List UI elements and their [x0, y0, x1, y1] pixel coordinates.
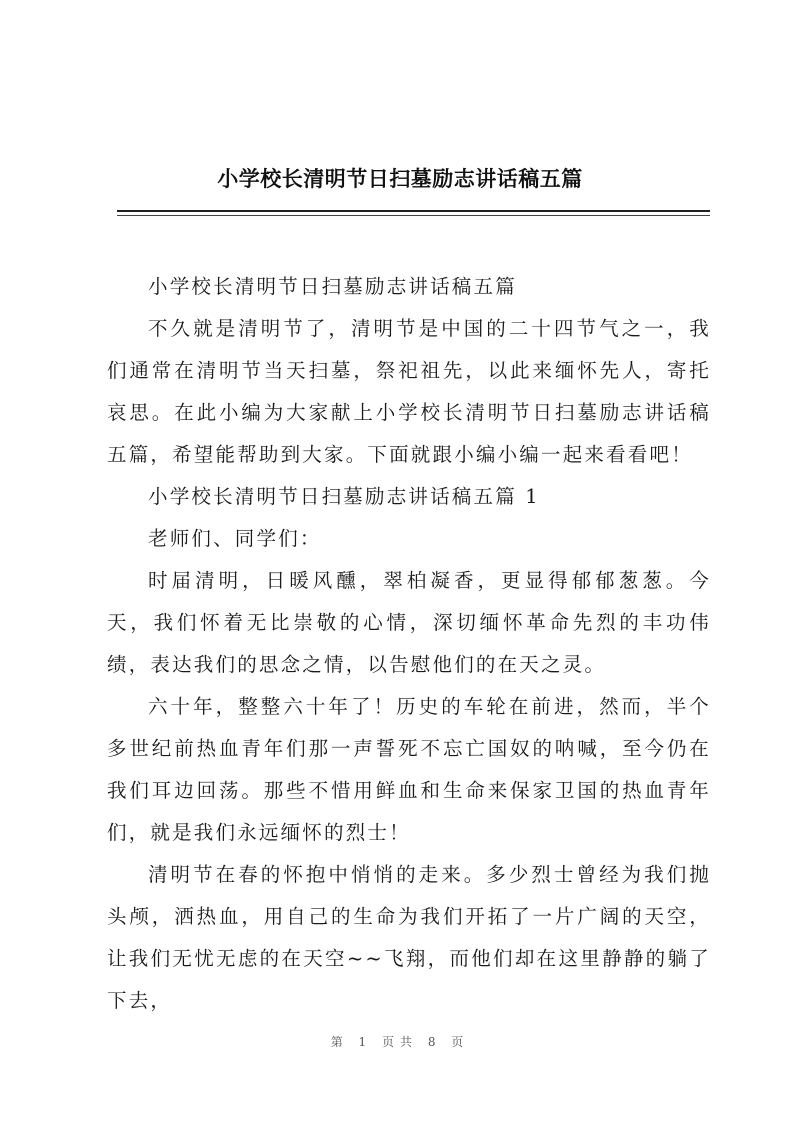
paragraph-body: 时届清明，日暖风醺，翠柏凝香，更显得郁郁葱葱。今天，我们怀着无比崇敬的心情，深切缅怀革命先烈的丰功伟绩，表达我们的思念之情，以告慰他们的在天之灵。 [107, 569, 711, 676]
paragraph-intro: 不久就是清明节了，清明节是中国的二十四节气之一，我们通常在清明节当天扫墓，祭祀祖先，以此来缅怀先人，寄托哀思。在此小编为大家献上小学校长清明节日扫墓励志讲话稿五篇，希望能帮助到大家。下面就跟小编小编一起来看看吧！ [107, 317, 711, 466]
page-title: 小学校长清明节日扫墓励志讲话稿五篇 [217, 166, 583, 191]
paragraph-body: 六十年，整整六十年了！历史的车轮在前进，然而，半个多世纪前热血青年们那一声誓死不忘亡国奴的呐喊，至今仍在我们耳边回荡。那些不惜用鲜血和生命来保家卫国的热血青年们，就是我们永远缅怀的烈士！ [107, 695, 711, 844]
page-footer: 第 1 页共 8 页 [330, 1035, 470, 1049]
title-divider [117, 210, 710, 212]
title-divider-thin [117, 215, 710, 216]
paragraph-salutation: 老师们、同学们： [148, 527, 322, 550]
paragraph-body: 清明节在春的怀抱中悄悄的走来。多少烈士曾经为我们抛头颅，洒热血，用自己的生命为我们开拓了一片广阔的天空，让我们无忧无虑的在天空~~飞翔，而他们却在这里静静的躺了下去， [107, 863, 711, 1012]
paragraph-heading: 小学校长清明节日扫墓励志讲话稿五篇 [148, 275, 517, 298]
paragraph-section-title: 小学校长清明节日扫墓励志讲话稿五篇 1 [148, 485, 540, 508]
document-body [107, 266, 711, 1022]
